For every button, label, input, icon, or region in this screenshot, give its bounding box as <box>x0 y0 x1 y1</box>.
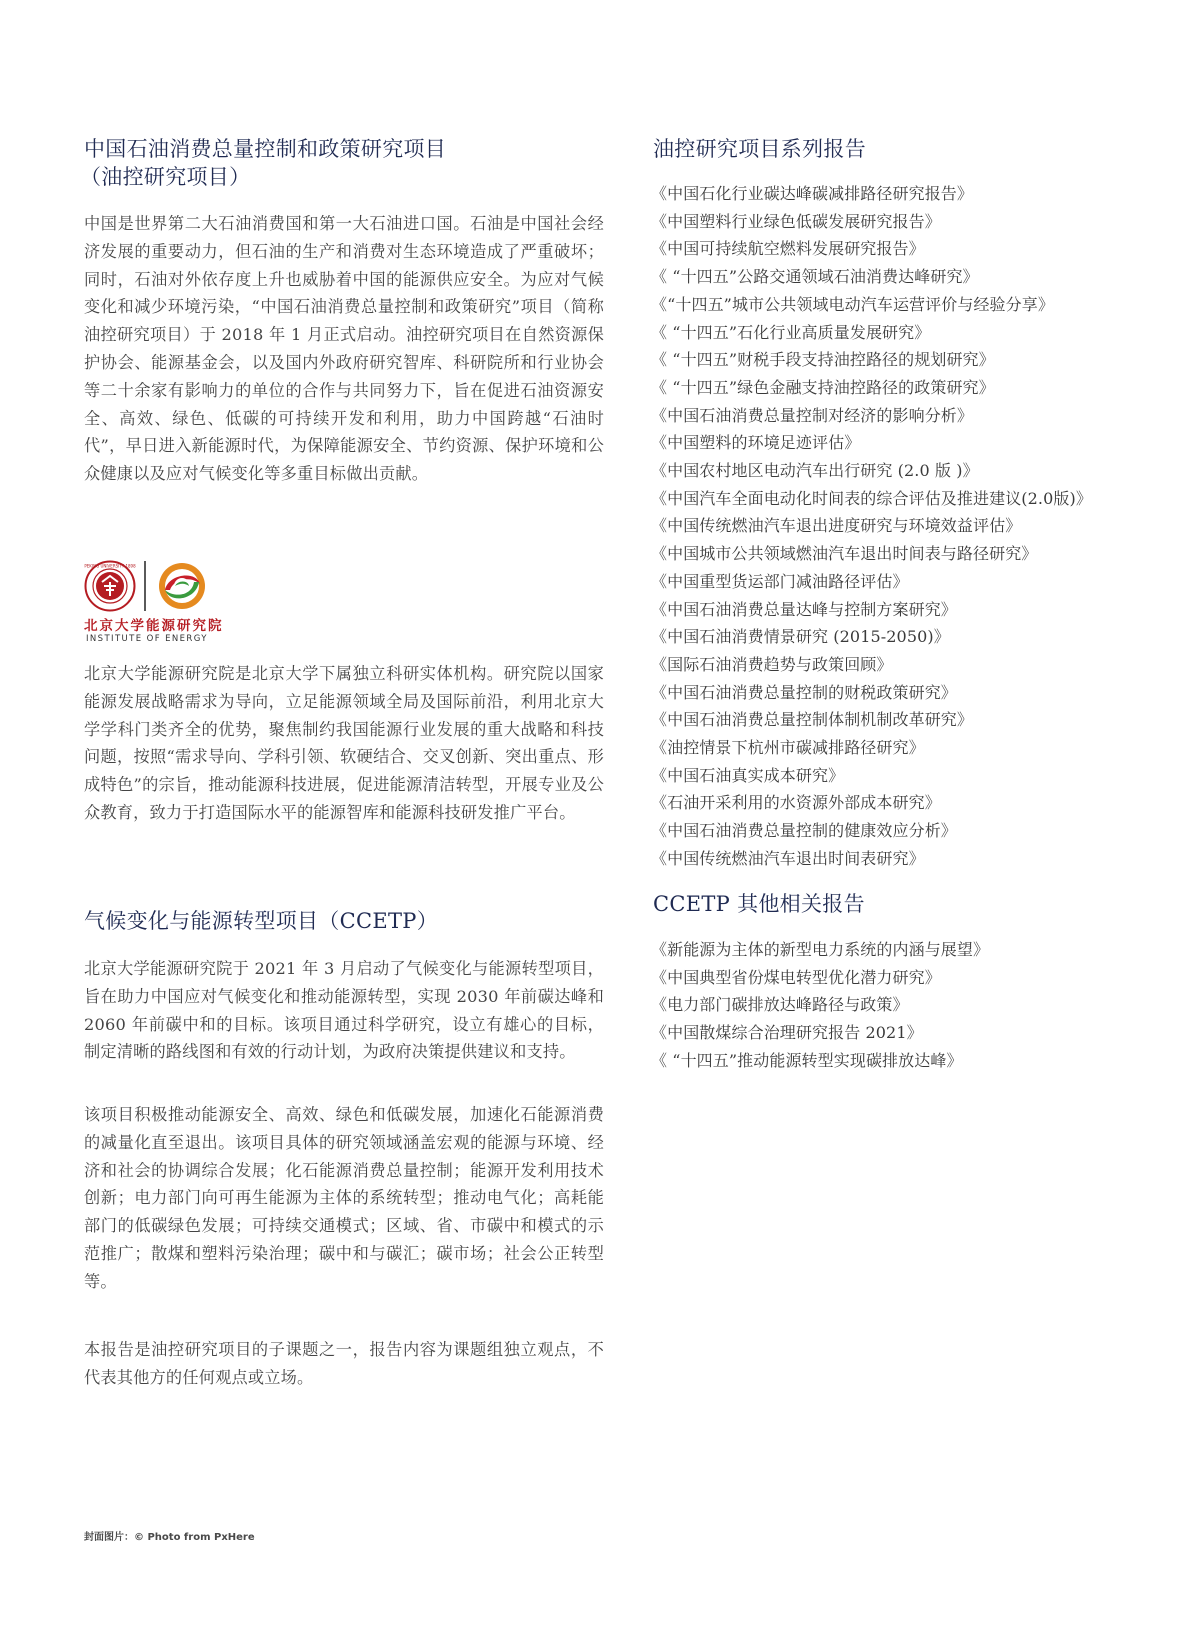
series-reports-list <box>651 180 1092 873</box>
oil-control-description: 中国是世界第二大石油消费国和第一大石油进口国。石油是中国社会经济发展的重要动力，但石油的生产和消费对生态环境造成了严重破坏；同时，石油对外依存度上升也威胁着中国的能源供应安全。为应对气候变化和减少环境污染，“中国石油消费总量控制和政策研究”项目（简称油控研究项目）于 2018 年 1 月正式启动。油控研究项目在自然资源保护协会、能源基金会，以及国内外政府研究智库、科研院所和行业协会等二十余家有影响力的单位的合作与共同努力下，旨在促进石油资源安全、高效、绿色、低碳的可持续开发和利用，助力中国跨越“石油时代”，早日进入新能源时代，为保障能源安全、节约资源、保护环境和公众健康以及应对气候变化等多重目标做出贡献。 <box>84 214 604 484</box>
list-item: 《油控情景下杭州市碳减排路径研究》 <box>651 738 925 758</box>
logo-divider <box>144 561 146 611</box>
list-item: 《 “十四五”公路交通领域石油消费达峰研究》 <box>651 267 979 287</box>
list-item: 《中国农村地区电动汽车出行研究 (2.0 版 )》 <box>651 461 979 481</box>
list-item: 《中国城市公共领域燃油汽车退出时间表与路径研究》 <box>651 544 1038 564</box>
section-title-ccetp: 气候变化与能源转型项目（CCETP） <box>84 909 439 933</box>
list-item: 《 “十四五”推动能源转型实现碳排放达峰》 <box>651 1050 963 1070</box>
list-item: 《中国石油消费总量控制的财税政策研究》 <box>651 682 957 702</box>
list-item: 《中国传统燃油汽车退出进度研究与环境效益评估》 <box>651 516 1022 536</box>
list-item: 《中国石油消费总量控制的健康效应分析》 <box>651 821 957 841</box>
list-item: 《中国石油消费总量控制对经济的影响分析》 <box>651 405 974 425</box>
list-item: 《中国散煤综合治理研究报告 2021》 <box>651 1023 923 1043</box>
cover-photo-credit: 封面图片：© Photo from PxHere <box>84 1532 255 1543</box>
list-item: 《中国汽车全面电动化时间表的综合评估及推进建议(2.0版)》 <box>651 488 1092 508</box>
energy-institute-swirl-icon <box>156 560 208 612</box>
series-reports-title: 油控研究项目系列报告 <box>653 137 866 161</box>
list-item: 《中国传统燃油汽车退出时间表研究》 <box>651 848 925 868</box>
list-item: 《中国塑料行业绿色低碳发展研究报告》 <box>651 211 941 231</box>
list-item: 《新能源为主体的新型电力系统的内涵与展望》 <box>651 940 990 959</box>
list-item: 《中国石油消费总量达峰与控制方案研究》 <box>651 599 957 619</box>
other-reports-list <box>651 936 989 1075</box>
peking-university-seal-icon <box>84 560 136 612</box>
list-item: 《中国重型货运部门减油路径评估》 <box>651 571 909 591</box>
disclaimer: 本报告是油控研究项目的子课题之一，报告内容为课题组独立观点，不代表其他方的任何观点或立场。 <box>84 1340 604 1387</box>
ccetp-description-1: 北京大学能源研究院于 2021 年 3 月启动了气候变化与能源转型项目，旨在助力中国应对气候变化和推动能源转型，实现 2030 年前碳达峰和 2060 年前碳中和的目标。该项目通过科学研究，设立有雄心的目标，制定清晰的路线图和有效的行动计划，为政府决策提供建议和支持。 <box>84 959 604 1062</box>
list-item: 《中国石油消费情景研究 (2015-2050)》 <box>651 627 950 647</box>
institute-logo <box>84 560 604 644</box>
list-item: 《中国典型省份煤电转型优化潜力研究》 <box>651 967 941 987</box>
list-item: 《 “十四五”石化行业高质量发展研究》 <box>651 322 931 342</box>
list-item: 《中国可持续航空燃料发展研究报告》 <box>651 239 925 259</box>
institute-name-en: INSTITUTE OF ENERGY <box>86 634 208 644</box>
section-oil-control-header <box>80 135 604 191</box>
list-item: 《国际石油消费趋势与政策回顾》 <box>651 654 893 674</box>
section-subtitle-oil-control: （油控研究项目） <box>80 165 251 189</box>
list-item: 《中国石油消费总量控制体制机制改革研究》 <box>651 710 974 730</box>
list-item: 《 “十四五”绿色金融支持油控路径的政策研究》 <box>651 377 995 397</box>
seal-text: PEKING UNIVERSITY 1898 <box>84 563 136 569</box>
ccetp-description-2: 该项目积极推动能源安全、高效、绿色和低碳发展，加速化石能源消费的减量化直至退出。该项目具体的研究领域涵盖宏观的能源与环境、经济和社会的协调综合发展；化石能源消费总量控制；能源开发利用技术创新；电力部门向可再生能源为主体的系统转型；推动电气化；高耗能部门的低碳绿色发展；可持续交通模式；区域、省、市碳中和模式的示范推广；散煤和塑料污染治理；碳中和与碳汇；碳市场；社会公正转型等。 <box>84 1105 604 1291</box>
other-reports-title: CCETP 其他相关报告 <box>653 892 865 916</box>
list-item: 《中国石化行业碳达峰碳减排路径研究报告》 <box>651 184 974 203</box>
list-item: 《中国石油真实成本研究》 <box>651 765 845 785</box>
list-item: 《石油开采利用的水资源外部成本研究》 <box>651 793 941 813</box>
section-title-oil-control: 中国石油消费总量控制和政策研究项目 <box>84 137 447 161</box>
list-item: 《“十四五”城市公共领域电动汽车运营评价与经验分享》 <box>651 294 1054 314</box>
institute-description: 北京大学能源研究院是北京大学下属独立科研实体机构。研究院以国家能源发展战略需求为导向，立足能源领域全局及国际前沿，利用北京大学学科门类齐全的优势，聚焦制约我国能源行业发展的重大战略和科技问题，按照“需求导向、学科引领、软硬结合、交叉创新、突出重点、形成特色”的宗旨，推动能源科技进展，促进能源清洁转型，开展专业及公众教育，致力于打造国际水平的能源智库和能源科技研发推广平台。 <box>84 664 604 822</box>
institute-name-cn: 北京大学能源研究院 <box>84 618 224 634</box>
list-item: 《中国塑料的环境足迹评估》 <box>651 433 861 453</box>
list-item: 《 “十四五”财税手段支持油控路径的规划研究》 <box>651 350 995 370</box>
list-item: 《电力部门碳排放达峰路径与政策》 <box>651 995 909 1015</box>
